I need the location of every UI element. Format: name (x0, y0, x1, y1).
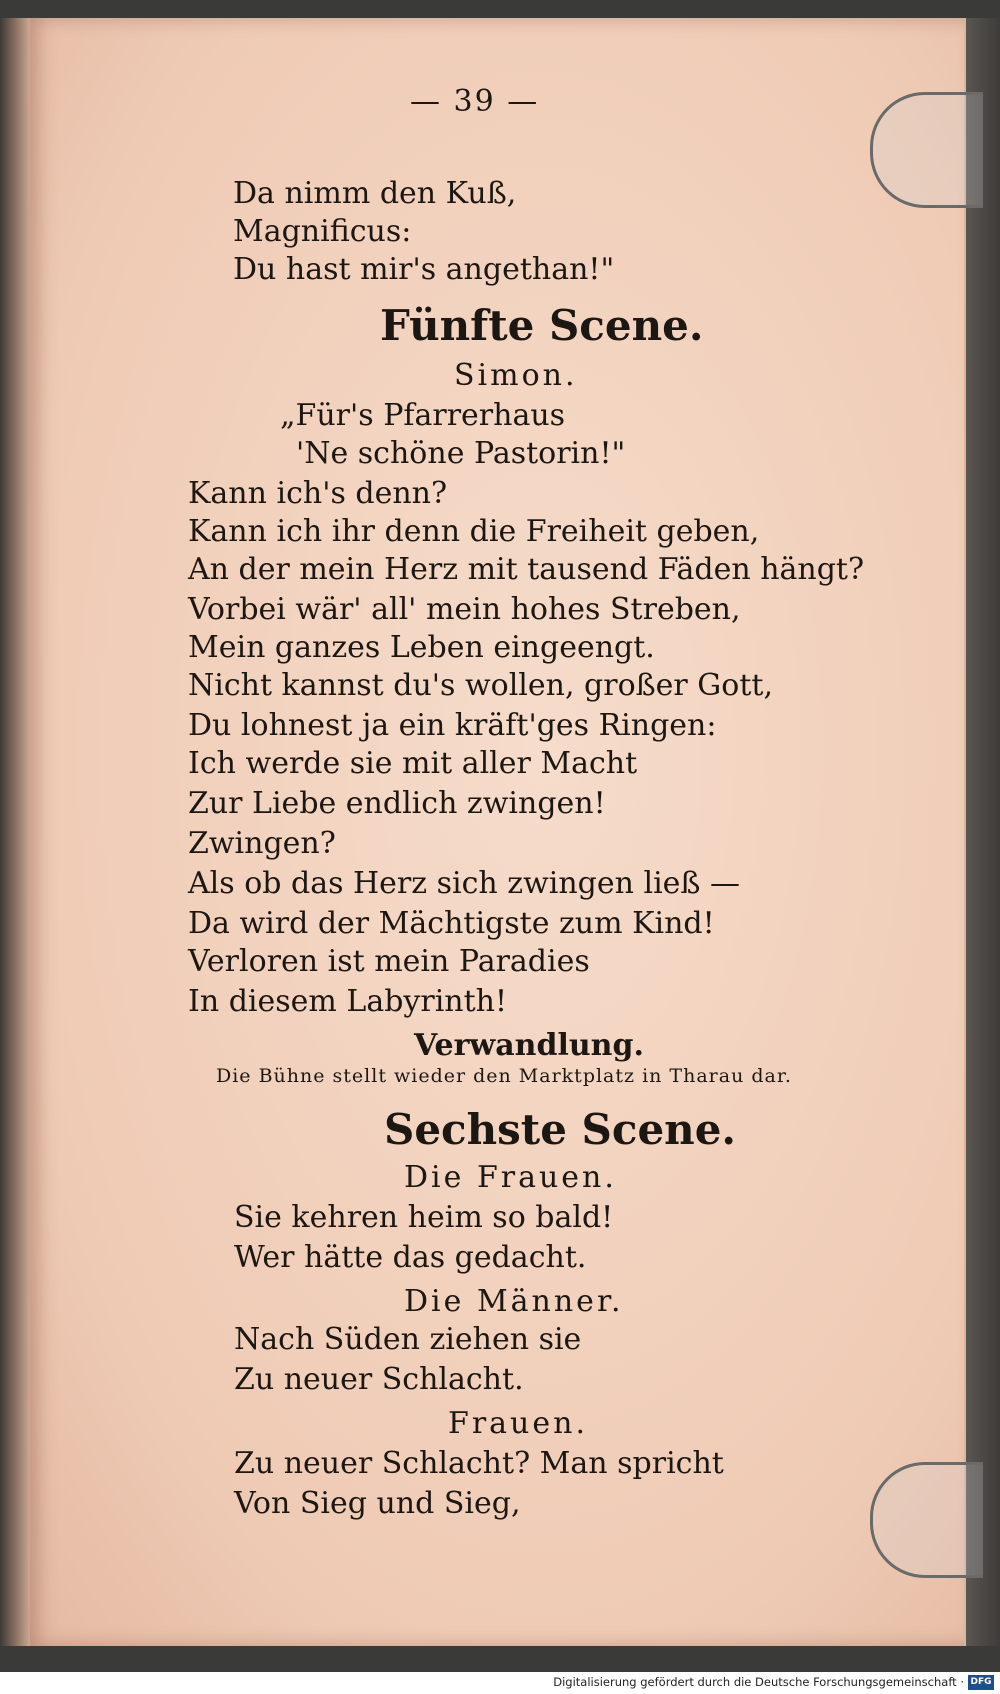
verse-line: Zur Liebe endlich zwingen! (188, 786, 606, 821)
verse-line: Nicht kannst du's wollen, großer Gott, (188, 668, 773, 703)
page-edge (966, 18, 1000, 1646)
verse-line: Zu neuer Schlacht. (234, 1362, 524, 1397)
page-clip-bottom (870, 1462, 983, 1578)
speaker-name: Die Männer. (404, 1284, 624, 1319)
book-spine (0, 18, 30, 1646)
verse-line: „Für's Pfarrerhaus (280, 398, 566, 433)
page-number: — 39 — (410, 84, 540, 119)
page-clip-top (870, 92, 983, 208)
stage-direction: Die Bühne stellt wieder den Marktplatz in Tharau dar. (216, 1065, 792, 1087)
speaker-name: Die Frauen. (404, 1160, 617, 1195)
verse-line: Als ob das Herz sich zwingen ließ — (188, 866, 740, 901)
dfg-logo: DFG (968, 1675, 994, 1690)
verse-line: Von Sieg und Sieg, (234, 1486, 521, 1521)
verse-line: In diesem Labyrinth! (188, 984, 508, 1019)
scene-heading: Sechste Scene. (384, 1105, 737, 1154)
verse-line: Ich werde sie mit aller Macht (188, 746, 638, 781)
speaker-name: Simon. (454, 358, 578, 393)
verse-line: An der mein Herz mit tausend Fäden hängt? (188, 552, 865, 587)
scene-heading: Fünfte Scene. (380, 301, 704, 350)
verse-line: Zu neuer Schlacht? Man spricht (234, 1446, 724, 1481)
verse-line: Magnificus: (233, 214, 412, 249)
verse-line: 'Ne schöne Pastorin!" (296, 436, 626, 471)
footer-bar (0, 1672, 1000, 1694)
verse-line: Vorbei wär' all' mein hohes Streben, (188, 592, 741, 627)
verse-line: Wer hätte das gedacht. (234, 1240, 587, 1275)
verse-line: Da wird der Mächtigste zum Kind! (188, 906, 715, 941)
verse-line: Du hast mir's angethan!" (233, 252, 615, 287)
verse-line: Nach Süden ziehen sie (234, 1322, 582, 1357)
stage-heading: Verwandlung. (414, 1028, 644, 1063)
verse-line: Da nimm den Kuß, (233, 176, 517, 211)
speaker-name: Frauen. (448, 1406, 588, 1441)
verse-line: Zwingen? (188, 826, 336, 861)
verse-line: Sie kehren heim so bald! (234, 1200, 614, 1235)
verse-line: Verloren ist mein Paradies (188, 944, 590, 979)
footer-credit: Digitalisierung gefördert durch die Deutsche Forschungsgemeinschaft · (553, 1675, 964, 1689)
verse-line: Mein ganzes Leben eingeengt. (188, 630, 655, 665)
verse-line: Kann ich's denn? (188, 476, 448, 511)
verse-line: Du lohnest ja ein kräft'ges Ringen: (188, 708, 717, 743)
verse-line: Kann ich ihr denn die Freiheit geben, (188, 514, 760, 549)
